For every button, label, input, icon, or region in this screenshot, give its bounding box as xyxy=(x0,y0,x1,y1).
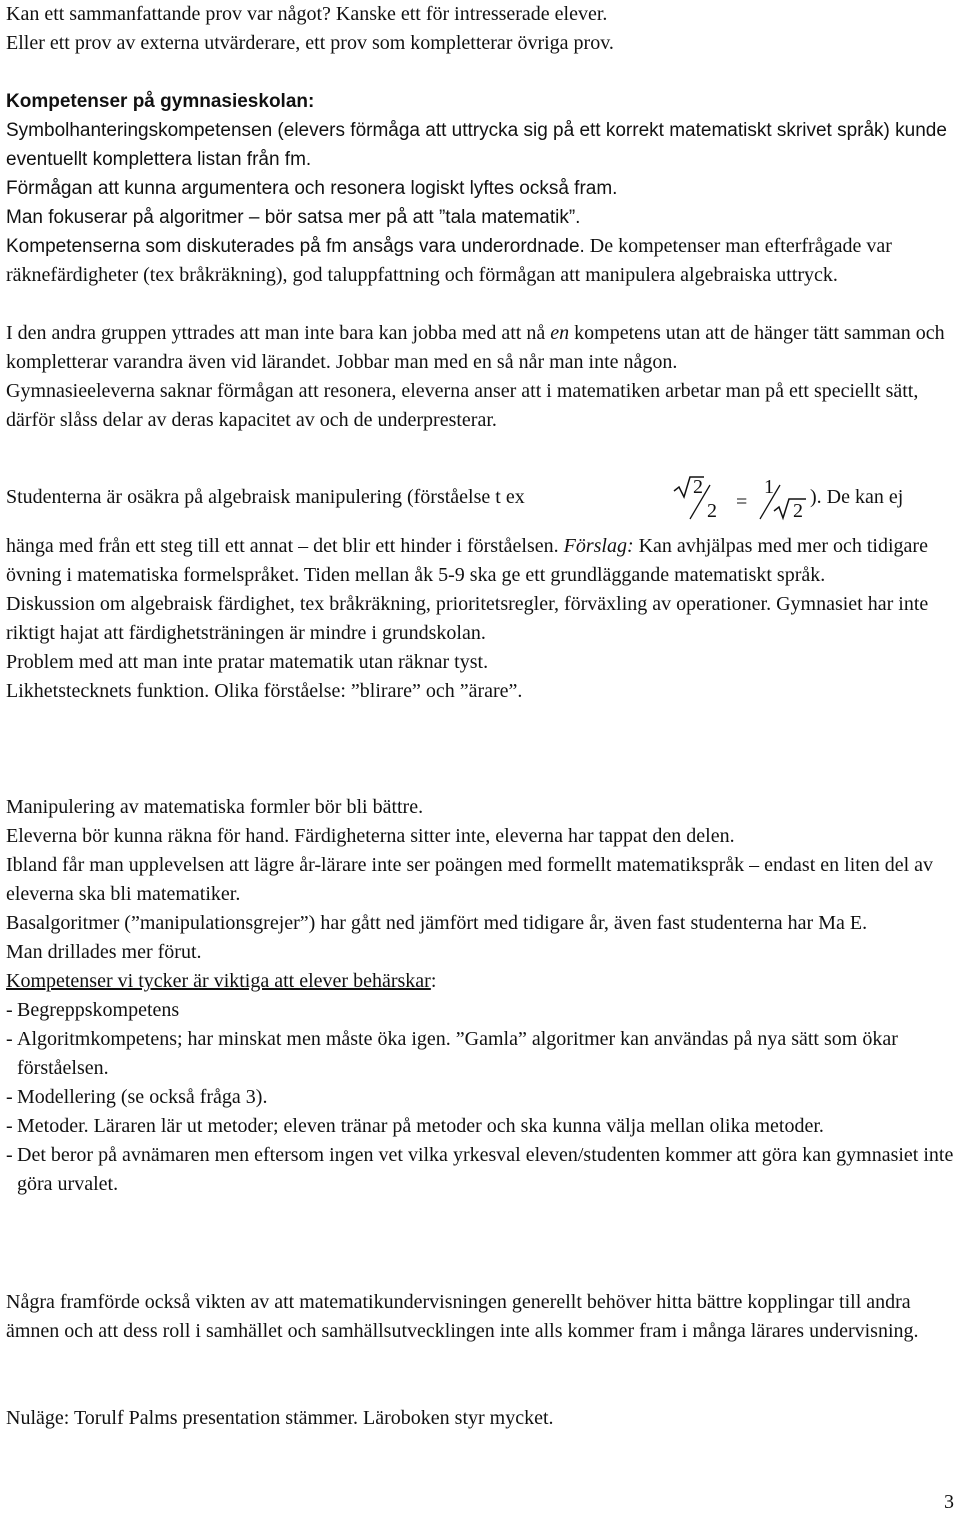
paragraph-algebraic-skill: Diskussion om algebraisk färdighet, tex bråkräkning, prioritetsregler, förväxling av operationer. Gymnasiet har inte riktigt hajat att färdighetsträningen är mindre i grundskolan. xyxy=(6,593,929,644)
list-item-text: Det beror på avnämaren men eftersom ingen vet vilka yrkesval eleven/studenten kommer att göra kan gymnasiet inte göra urvalet. xyxy=(17,1144,954,1195)
list-item xyxy=(6,1025,954,1083)
emphasis-forslag: Förslag: xyxy=(563,535,634,557)
intro-line-1: Kan ett sammanfattande prov var något? Kanske ett för intresserade elever. xyxy=(6,3,608,25)
list-item-text: Metoder. Läraren lär ut metoder; eleven tränar på metoder och ska kunna välja mellan olika metoder. xyxy=(17,1115,824,1137)
list-dash: - xyxy=(6,1028,13,1050)
paragraph-subordinate-serif: De kompetenser man efterfrågade var räknefärdigheter (tex bråkräkning), god taluppfattning och förmågan att manipulera algebraiska uttryck. xyxy=(6,235,892,286)
paragraph-symbol-competence: Symbolhanteringskompetensen (elevers förmåga att uttrycka sig på ett korrekt matematiskt skrivet språk) kunde eventuellt komplettera listan från fm. xyxy=(6,120,947,170)
paragraph-silent-math: Problem med att man inte pratar matematik utan räknar tyst. xyxy=(6,651,489,673)
competence-list-heading xyxy=(6,967,954,996)
paragraph-hinder-b: Kan avhjälpas med mer och tidigare övning i matematiska formelspråket. Tiden mellan åk 5-9 ska ge ett grundläggande matematiskt språk. xyxy=(6,535,928,586)
paragraph-formal-language: Ibland får man upplevelsen att lägre år-lärare inte ser poängen med formellt matematikspråk – endast en liten del av eleverna ska bli matematiker. xyxy=(6,854,934,905)
intro-line-2: Eller ett prov av externa utvärderare, ett prov som kompletterar övriga prov. xyxy=(6,32,614,54)
paragraph-second-group-a: I den andra gruppen yttrades att man inte bara kan jobba med att nå xyxy=(6,322,551,344)
paragraph-second-group xyxy=(6,319,954,377)
paragraph-algorithms: Man fokuserar på algoritmer – bör satsa mer på att ”tala matematik”. xyxy=(6,207,581,228)
paragraph-subordinate xyxy=(6,232,954,290)
paragraph-current-state: Nuläge: Torulf Palms presentation stämmer. Läroboken styr mycket. xyxy=(6,1407,554,1429)
manipulation-section xyxy=(6,793,954,1199)
intro-paragraph xyxy=(6,0,954,58)
list-item-text: Begreppskompetens xyxy=(17,999,180,1021)
paragraph-by-hand: Eleverna bör kunna räkna för hand. Färdigheterna sitter inte, eleverna har tappat den delen. xyxy=(6,825,735,847)
list-item xyxy=(6,1141,954,1199)
list-item xyxy=(6,1112,954,1141)
algebra-discussion xyxy=(6,532,954,706)
list-dash: - xyxy=(6,1115,13,1137)
fraction-2-denominator: 2 xyxy=(793,500,803,521)
paragraph-hinder-a: hänga med från ett steg till ett annat – det blir ett hinder i förståelsen. xyxy=(6,535,564,557)
list-dash: - xyxy=(6,999,13,1021)
paragraph-formula-manipulation: Manipulering av matematiska formler bör bli bättre. xyxy=(6,796,424,818)
paragraph-equals-sign: Likhetstecknets funktion. Olika förståelse: ”blirare” och ”ärare”. xyxy=(6,680,523,702)
page-number: 3 xyxy=(944,1491,954,1513)
emphasis-en: en xyxy=(550,322,570,344)
second-group-discussion xyxy=(6,319,954,435)
list-item-text: Modellering (se också fråga 3). xyxy=(17,1086,268,1108)
section-heading: Kompetenser på gymnasieskolan: xyxy=(6,91,315,112)
list-item-text: Algoritmkompetens; har minskat men måste öka igen. ”Gamla” algoritmer kan användas på nya sätt som ökar förståelsen. xyxy=(17,1028,898,1079)
paragraph-cross-subject: Några framförde också vikten av att matematikundervisningen generellt behöver hitta bättre kopplingar till andra ämnen och att dess roll i samhället och samhällsutvecklingen inte alls kommer fram i många lärares undervisning. xyxy=(6,1291,919,1342)
paragraph-hinder xyxy=(6,532,954,590)
math-text-before: Studenterna är osäkra på algebraisk manipulering (förståelse t ex xyxy=(6,486,525,508)
competence-discussion xyxy=(6,116,954,290)
list-item xyxy=(6,1083,954,1112)
competence-list-heading-colon: : xyxy=(430,970,437,992)
equals-sign: = xyxy=(736,491,748,513)
list-dash: - xyxy=(6,1086,13,1108)
competence-list-heading-text: Kompetenser vi tycker är viktiga att elever behärskar xyxy=(6,970,431,992)
paragraph-reasoning: Förmågan att kunna argumentera och resonera logiskt lyftes också fram. xyxy=(6,178,618,199)
competence-list xyxy=(6,996,954,1199)
paragraph-second-group-b: kompetens utan att de hänger tätt samman och kompletterar varandra även vid lärandet. Jobbar man med en så når man inte någon. xyxy=(6,322,945,373)
math-example-line xyxy=(6,473,946,521)
list-item xyxy=(6,996,954,1025)
list-dash: - xyxy=(6,1144,13,1166)
paragraph-subordinate-sans: Kompetenserna som diskuterades på fm ansågs vara underordnade. xyxy=(6,236,585,257)
paragraph-basic-algorithms: Basalgoritmer (”manipulationsgrejer”) har gått ned jämfört med tidigare år, även fast studenterna har Ma E. xyxy=(6,912,868,934)
fraction-2-numerator: 1 xyxy=(764,476,774,498)
paragraph-drilled: Man drillades mer förut. xyxy=(6,941,202,963)
paragraph-upper-secondary: Gymnasieeleverna saknar förmågan att resonera, eleverna anser att i matematiken arbetar man på ett speciellt sätt, därför slåss delar av deras kapacitet av och de underpresterar. xyxy=(6,380,919,431)
fraction-1-denominator: 2 xyxy=(707,500,717,521)
math-text-after: ). De kan ej xyxy=(810,486,904,508)
fraction-1-numerator: 2 xyxy=(693,476,703,498)
